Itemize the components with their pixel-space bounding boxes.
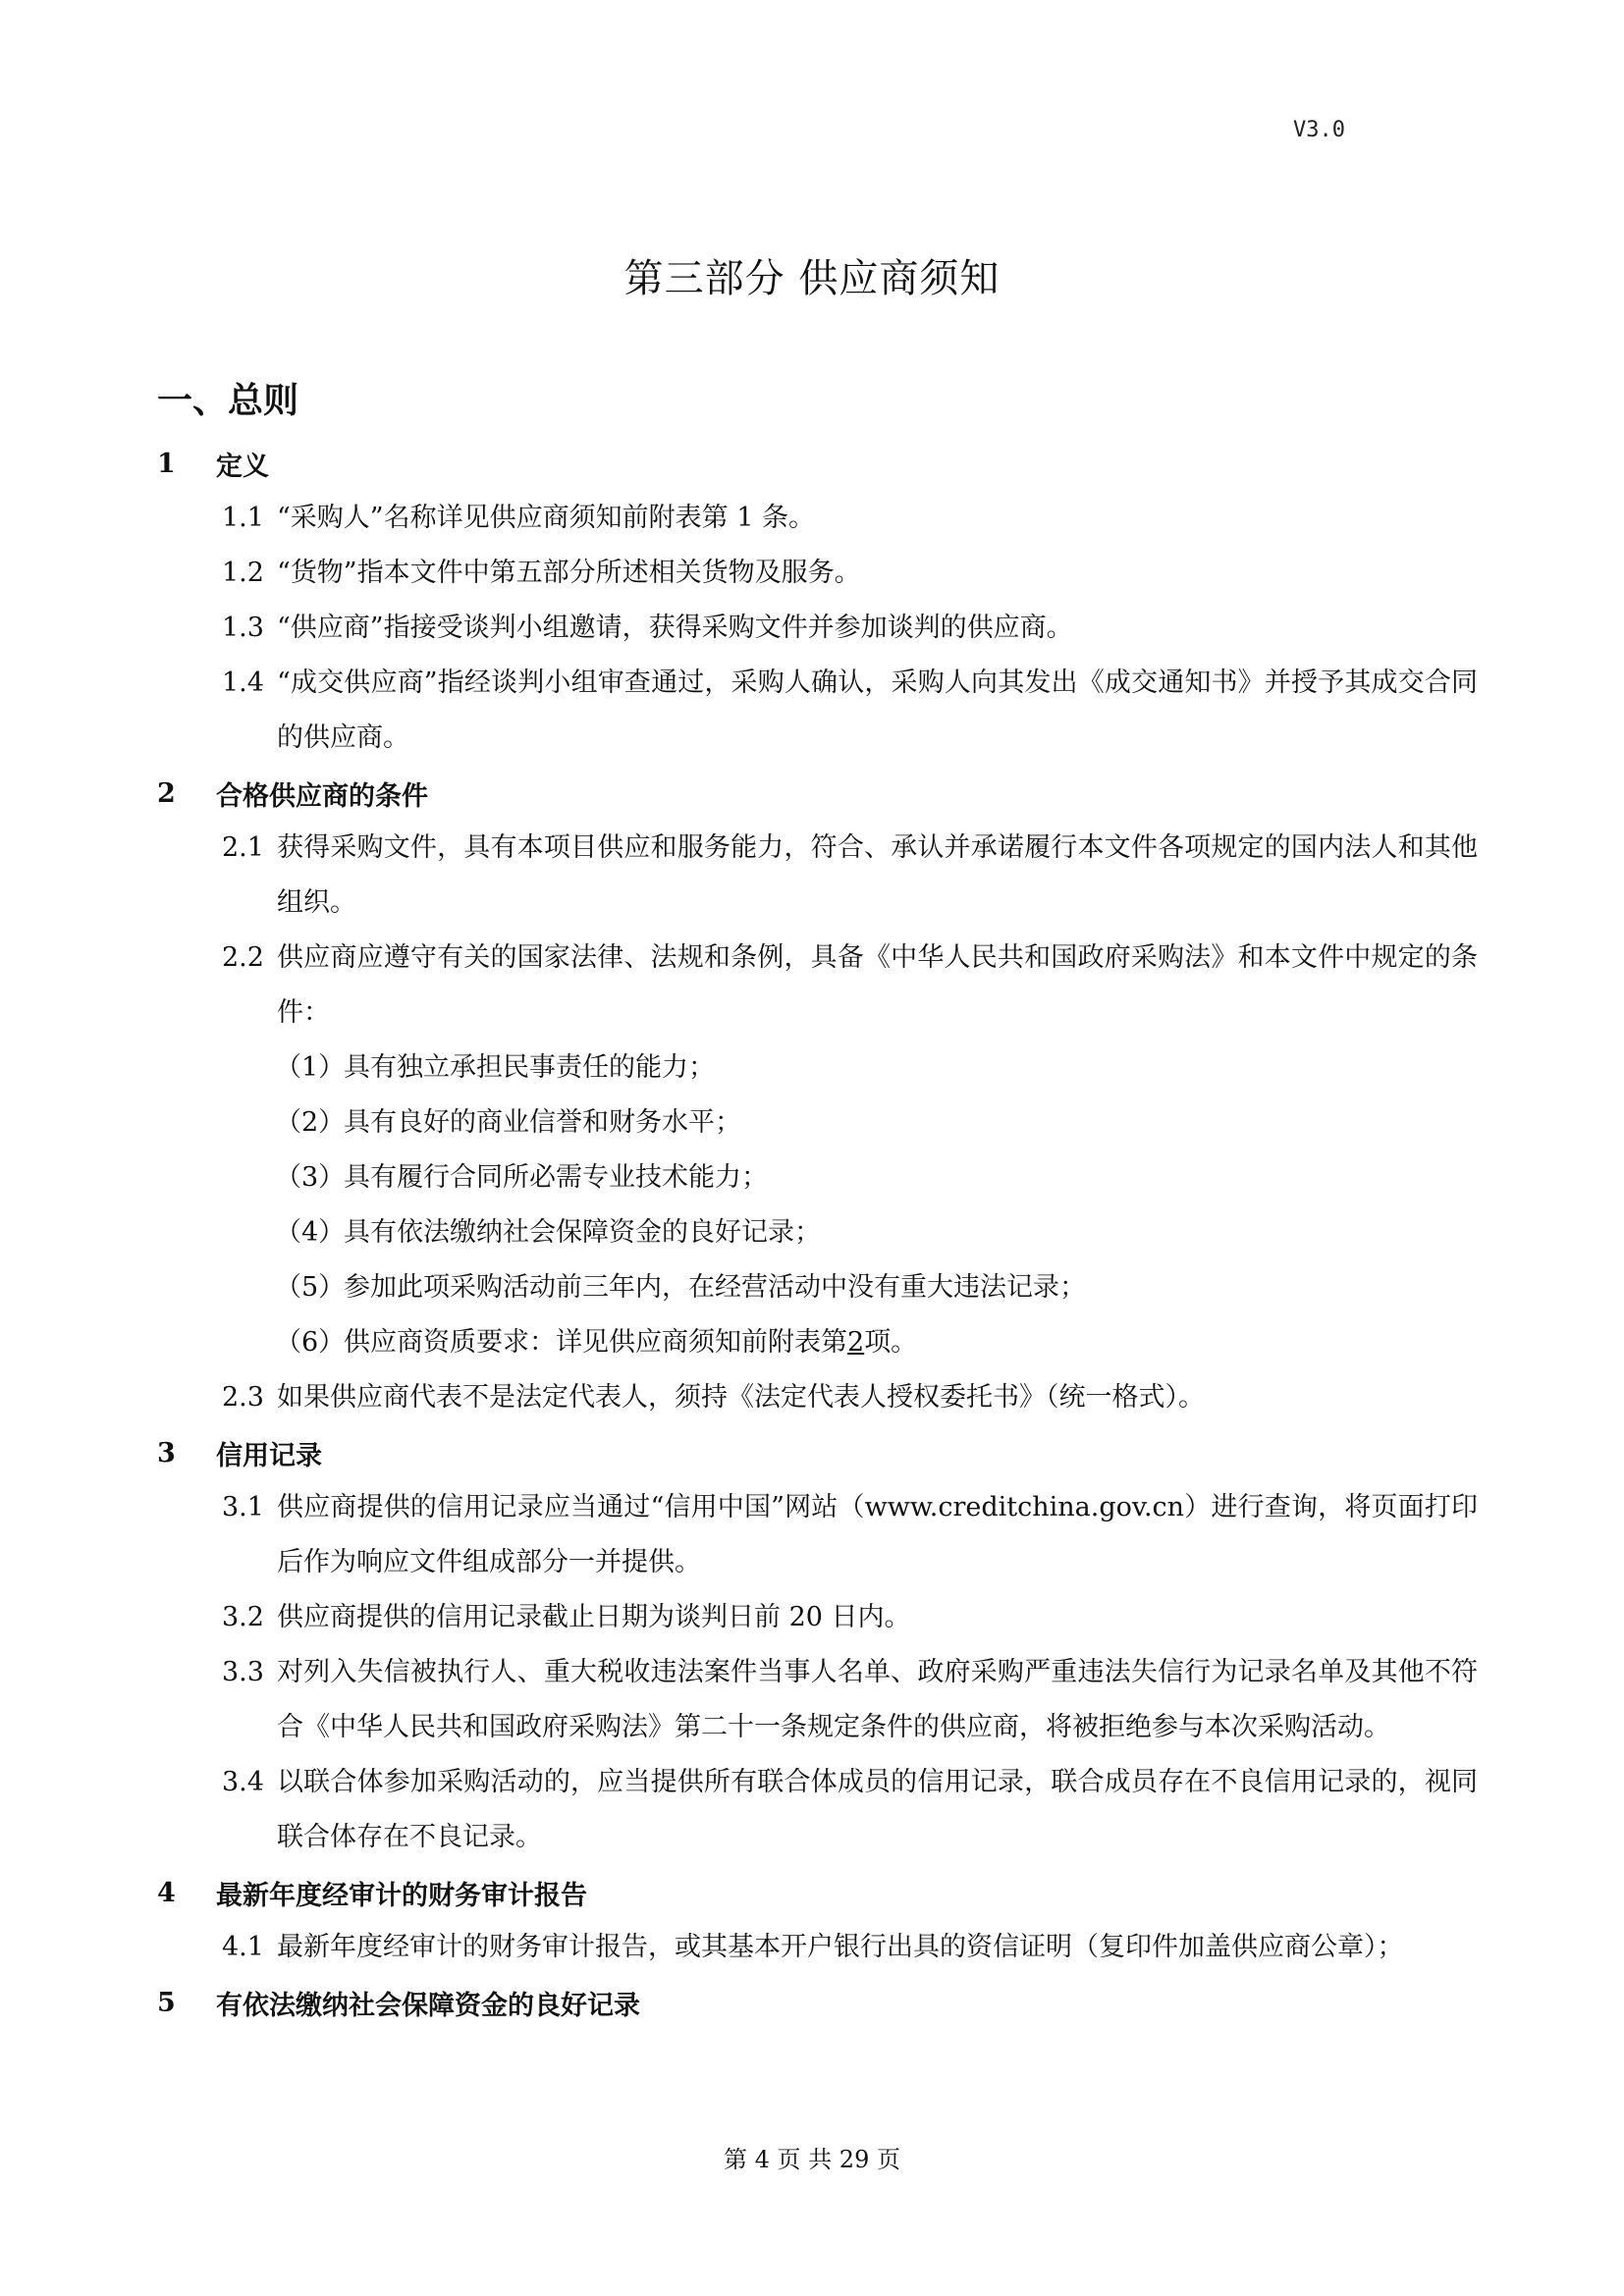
heading-text: 定义	[216, 451, 269, 482]
version-label: V3.0	[1293, 118, 1345, 142]
paragraph	[157, 491, 1478, 546]
paragraph-text: 供应商提供的信用记录应当通过“信用中国”网站（www.creditchina.gov.cn）进行查询，将页面打印后作为响应文件组成部分一并提供。	[277, 1492, 1478, 1577]
paragraph	[157, 546, 1478, 601]
heading-credit-record	[157, 1425, 1478, 1480]
paragraph-text: “采购人”名称详见供应商须知前附表第 1 条。	[277, 503, 815, 533]
heading-text: 信用记录	[216, 1440, 322, 1471]
paragraph	[157, 931, 1478, 1041]
paragraph-number: 1.2	[222, 558, 264, 588]
paragraph-number: 1.4	[222, 667, 264, 698]
heading-audit-report	[157, 1865, 1478, 1920]
list-item-text: 具有独立承担民事责任的能力；	[344, 1052, 715, 1083]
heading-definitions	[157, 436, 1478, 491]
list-item-number: （1）	[275, 1052, 346, 1083]
heading-number: 3	[157, 1437, 176, 1468]
section-title: 一、总则	[157, 381, 299, 421]
heading-social-security	[157, 1975, 1478, 2030]
paragraph	[157, 1920, 1478, 1975]
list-item	[157, 1205, 1478, 1260]
paragraph-text: 获得采购文件，具有本项目供应和服务能力，符合、承认并承诺履行本文件各项规定的国内法人和其他组织。	[277, 832, 1478, 918]
list-item	[157, 1150, 1478, 1205]
paragraph-text: 如果供应商代表不是法定代表人，须持《法定代表人授权委托书》（统一格式）。	[277, 1382, 1205, 1413]
heading-number: 4	[157, 1877, 176, 1908]
list-item-text: 参加此项采购活动前三年内，在经营活动中没有重大违法记录；	[344, 1272, 1086, 1303]
paragraph-text: 最新年度经审计的财务审计报告，或其基本开户银行出具的资信证明（复印件加盖供应商公章）；	[277, 1932, 1404, 1962]
list-item-number: （6）	[275, 1327, 346, 1358]
page-footer: 第 4 页 共 29 页	[724, 2146, 900, 2173]
paragraph-number: 2.3	[222, 1382, 264, 1413]
list-item-number: （5）	[275, 1272, 346, 1303]
heading-text: 有依法缴纳社会保障资金的良好记录	[216, 1990, 640, 2021]
paragraph-text: 以联合体参加采购活动的，应当提供所有联合体成员的信用记录，联合成员存在不良信用记录的，视同联合体存在不良记录。	[277, 1767, 1478, 1852]
paragraph-text: “货物”指本文件中第五部分所述相关货物及服务。	[277, 558, 861, 588]
list-item-text-post: 项。	[864, 1327, 918, 1358]
list-item-number: （2）	[275, 1107, 346, 1138]
paragraph	[157, 601, 1478, 656]
list-item-text: 具有依法缴纳社会保障资金的良好记录；	[344, 1217, 821, 1248]
paragraph	[157, 821, 1478, 931]
paragraph-number: 3.3	[222, 1657, 264, 1687]
paragraph-text: 供应商应遵守有关的国家法律、法规和条例，具备《中华人民共和国政府采购法》和本文件中规定的条件：	[277, 942, 1478, 1028]
paragraph-text: “成交供应商”指经谈判小组审查通过，采购人确认，采购人向其发出《成交通知书》并授予其成交合同的供应商。	[277, 667, 1478, 753]
list-item-number: （3）	[275, 1162, 346, 1193]
paragraph-number: 2.1	[222, 832, 264, 863]
document-body	[157, 436, 1478, 2030]
paragraph	[157, 1590, 1478, 1645]
paragraph-number: 4.1	[222, 1932, 264, 1962]
paragraph-number: 1.3	[222, 613, 264, 643]
paragraph-text: 对列入失信被执行人、重大税收违法案件当事人名单、政府采购严重违法失信行为记录名单及其他不符合《中华人民共和国政府采购法》第二十一条规定条件的供应商，将被拒绝参与本次采购活动。	[277, 1657, 1478, 1742]
list-item-text	[344, 1315, 1478, 1370]
list-item	[157, 1315, 1478, 1370]
paragraph	[157, 1755, 1478, 1865]
list-item-text: 具有良好的商业信誉和财务水平；	[344, 1107, 741, 1138]
paragraph	[157, 1480, 1478, 1590]
document-title: 第三部分 供应商须知	[623, 256, 1001, 301]
paragraph	[157, 1370, 1478, 1425]
paragraph	[157, 656, 1478, 766]
paragraph-text: “供应商”指接受谈判小组邀请，获得采购文件并参加谈判的供应商。	[277, 613, 1073, 643]
paragraph-number: 3.1	[222, 1492, 264, 1522]
list-item-text: 具有履行合同所必需专业技术能力；	[344, 1162, 768, 1193]
list-item	[157, 1095, 1478, 1150]
paragraph-number: 1.1	[222, 503, 264, 533]
heading-qualified-suppliers	[157, 766, 1478, 821]
heading-text: 合格供应商的条件	[216, 780, 428, 812]
paragraph-number: 3.4	[222, 1767, 264, 1797]
heading-number: 1	[157, 448, 176, 479]
paragraph-number: 3.2	[222, 1602, 264, 1632]
heading-number: 5	[157, 1987, 176, 2018]
paragraph	[157, 1645, 1478, 1755]
paragraph-text: 供应商提供的信用记录截止日期为谈判日前 20 日内。	[277, 1602, 911, 1632]
list-item-number: （4）	[275, 1217, 346, 1248]
list-item	[157, 1041, 1478, 1095]
heading-text: 最新年度经审计的财务审计报告	[216, 1880, 587, 1911]
list-item-text-pre: 供应商资质要求：详见供应商须知前附表第	[344, 1327, 847, 1358]
underlined-value: 2	[847, 1327, 865, 1358]
heading-number: 2	[157, 777, 176, 809]
list-item	[157, 1260, 1478, 1315]
paragraph-number: 2.2	[222, 942, 264, 973]
